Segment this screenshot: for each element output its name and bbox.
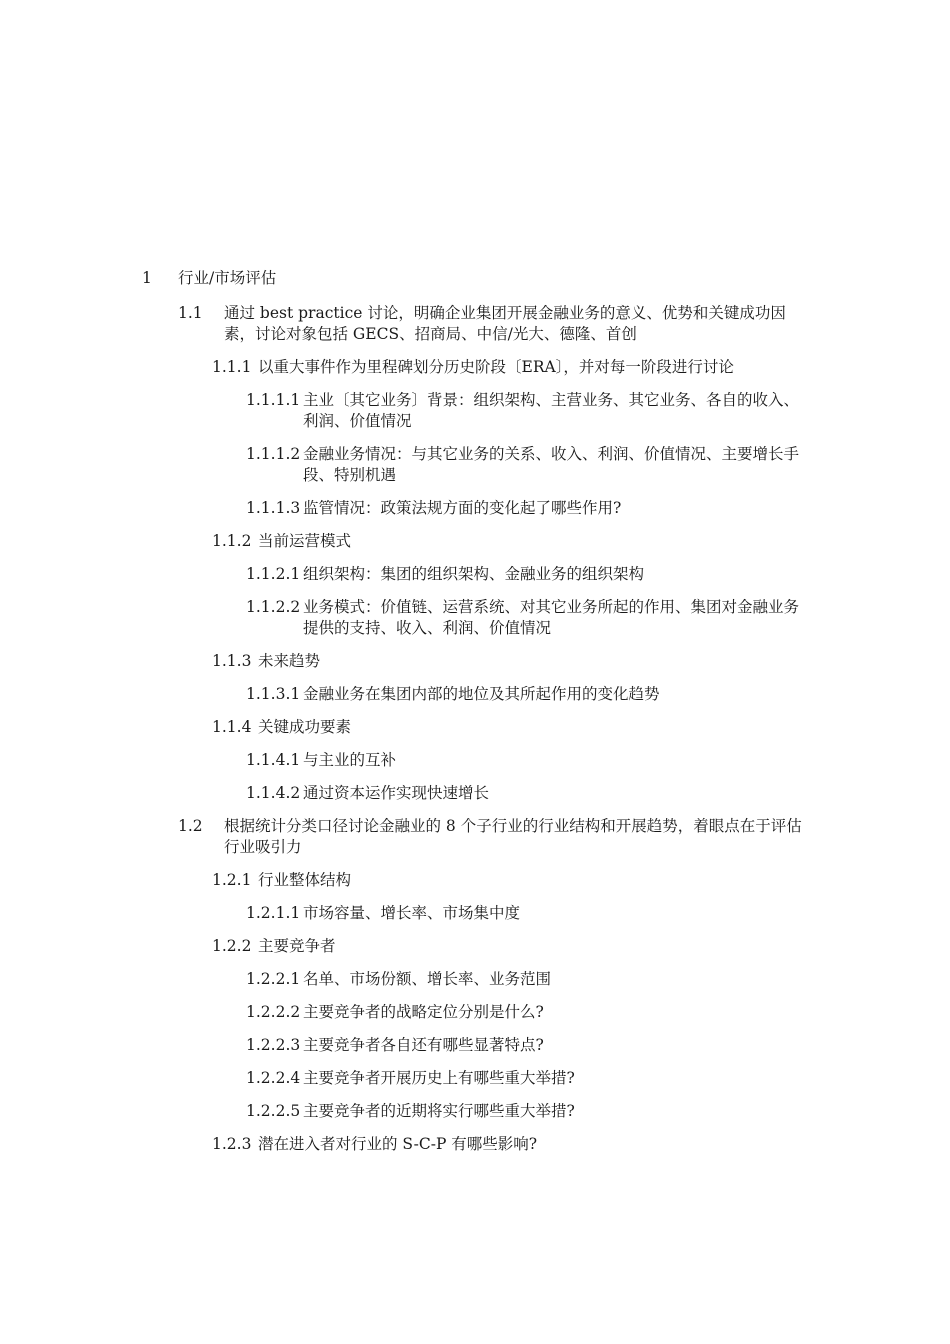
outline-number: 1.1.1.3: [246, 499, 301, 517]
outline-text: 主要竞争者的战略定位分别是什么?: [303, 1003, 544, 1021]
outline-text: 行业/市场评估: [178, 269, 277, 287]
outline-number: 1.1.3: [212, 652, 252, 670]
outline-item: [0, 684, 950, 705]
outline-number: 1.1.3.1: [246, 685, 301, 703]
outline-number: 1.2.3: [212, 1135, 252, 1153]
outline-item: [0, 564, 950, 585]
outline-number: 1.1.4.1: [246, 751, 301, 769]
outline-text: 当前运营模式: [258, 532, 352, 550]
outline-text: 行业整体结构: [258, 871, 352, 889]
outline-number: 1.1.1.2: [246, 445, 301, 463]
outline-text: 名单、市场份额、增长率、业务范围: [303, 970, 552, 988]
outline-item: [0, 1035, 950, 1056]
outline-text: 以重大事件作为里程碑划分历史阶段〔ERA〕，并对每一阶段进行讨论: [258, 358, 734, 376]
outline-number: 1.1.2: [212, 532, 252, 550]
outline-text: 与主业的互补: [303, 751, 397, 769]
outline-text: 关键成功要素: [258, 718, 352, 736]
outline-text: 主要竞争者开展历史上有哪些重大举措?: [303, 1069, 575, 1087]
outline-item: [0, 870, 950, 891]
outline-number: 1.1.2.2: [246, 598, 301, 616]
outline-number: 1: [142, 269, 152, 287]
outline-list: [0, 268, 950, 1167]
outline-item: [0, 1002, 950, 1023]
outline-text: 市场容量、增长率、市场集中度: [303, 904, 521, 922]
outline-number: 1.2.1: [212, 871, 252, 889]
outline-number: 1.2.1.1: [246, 904, 301, 922]
outline-item: [0, 268, 950, 289]
outline-text: 主要竞争者的近期将实行哪些重大举措?: [303, 1102, 575, 1120]
outline-number: 1.1.4.2: [246, 784, 301, 802]
outline-item: [0, 783, 950, 804]
outline-text: 未来趋势: [258, 652, 321, 670]
outline-item: [0, 816, 950, 858]
outline-number: 1.2.2: [212, 937, 252, 955]
outline-item: [0, 357, 950, 378]
outline-text: 根据统计分类口径讨论金融业的 8 个子行业的行业结构和开展趋势，着眼点在于评估行业吸引力: [224, 817, 802, 856]
outline-item: [0, 1068, 950, 1089]
outline-number: 1.1: [178, 304, 203, 322]
outline-item: [0, 750, 950, 771]
outline-item: [0, 651, 950, 672]
outline-item: [0, 444, 950, 486]
outline-text: 潜在进入者对行业的 S-C-P 有哪些影响?: [258, 1135, 538, 1153]
outline-number: 1.1.2.1: [246, 565, 301, 583]
outline-item: [0, 1101, 950, 1122]
outline-text: 组织架构：集团的组织架构、金融业务的组织架构: [303, 565, 645, 583]
outline-text: 金融业务在集团内部的地位及其所起作用的变化趋势: [303, 685, 660, 703]
outline-text: 通过 best practice 讨论，明确企业集团开展金融业务的意义、优势和关键成功因素，讨论对象包括 GECS、招商局、中信/光大、德隆、首创: [224, 304, 786, 343]
outline-item: [0, 903, 950, 924]
outline-text: 主要竞争者各自还有哪些显著特点?: [303, 1036, 544, 1054]
outline-text: 监管情况：政策法规方面的变化起了哪些作用?: [303, 499, 622, 517]
outline-item: [0, 717, 950, 738]
outline-number: 1.2.2.2: [246, 1003, 301, 1021]
outline-item: [0, 969, 950, 990]
outline-item: [0, 531, 950, 552]
outline-number: 1.1.1.1: [246, 391, 301, 409]
outline-text: 主业〔其它业务〕背景：组织架构、主营业务、其它业务、各自的收入、利润、价值情况: [303, 391, 800, 430]
outline-number: 1.2.2.3: [246, 1036, 301, 1054]
outline-number: 1.1.4: [212, 718, 252, 736]
outline-number: 1.2.2.5: [246, 1102, 301, 1120]
outline-text: 金融业务情况：与其它业务的关系、收入、利润、价值情况、主要增长手段、特别机遇: [303, 445, 800, 484]
outline-text: 业务模式：价值链、运营系统、对其它业务所起的作用、集团对金融业务提供的支持、收入、利润、价值情况: [303, 598, 800, 637]
outline-item: [0, 498, 950, 519]
outline-item: [0, 936, 950, 957]
outline-item: [0, 597, 950, 639]
outline-item: [0, 1134, 950, 1155]
outline-number: 1.1.1: [212, 358, 252, 376]
outline-item: [0, 303, 950, 345]
outline-number: 1.2: [178, 817, 203, 835]
outline-number: 1.2.2.1: [246, 970, 301, 988]
outline-number: 1.2.2.4: [246, 1069, 301, 1087]
outline-item: [0, 390, 950, 432]
outline-text: 主要竞争者: [258, 937, 336, 955]
outline-text: 通过资本运作实现快速增长: [303, 784, 490, 802]
